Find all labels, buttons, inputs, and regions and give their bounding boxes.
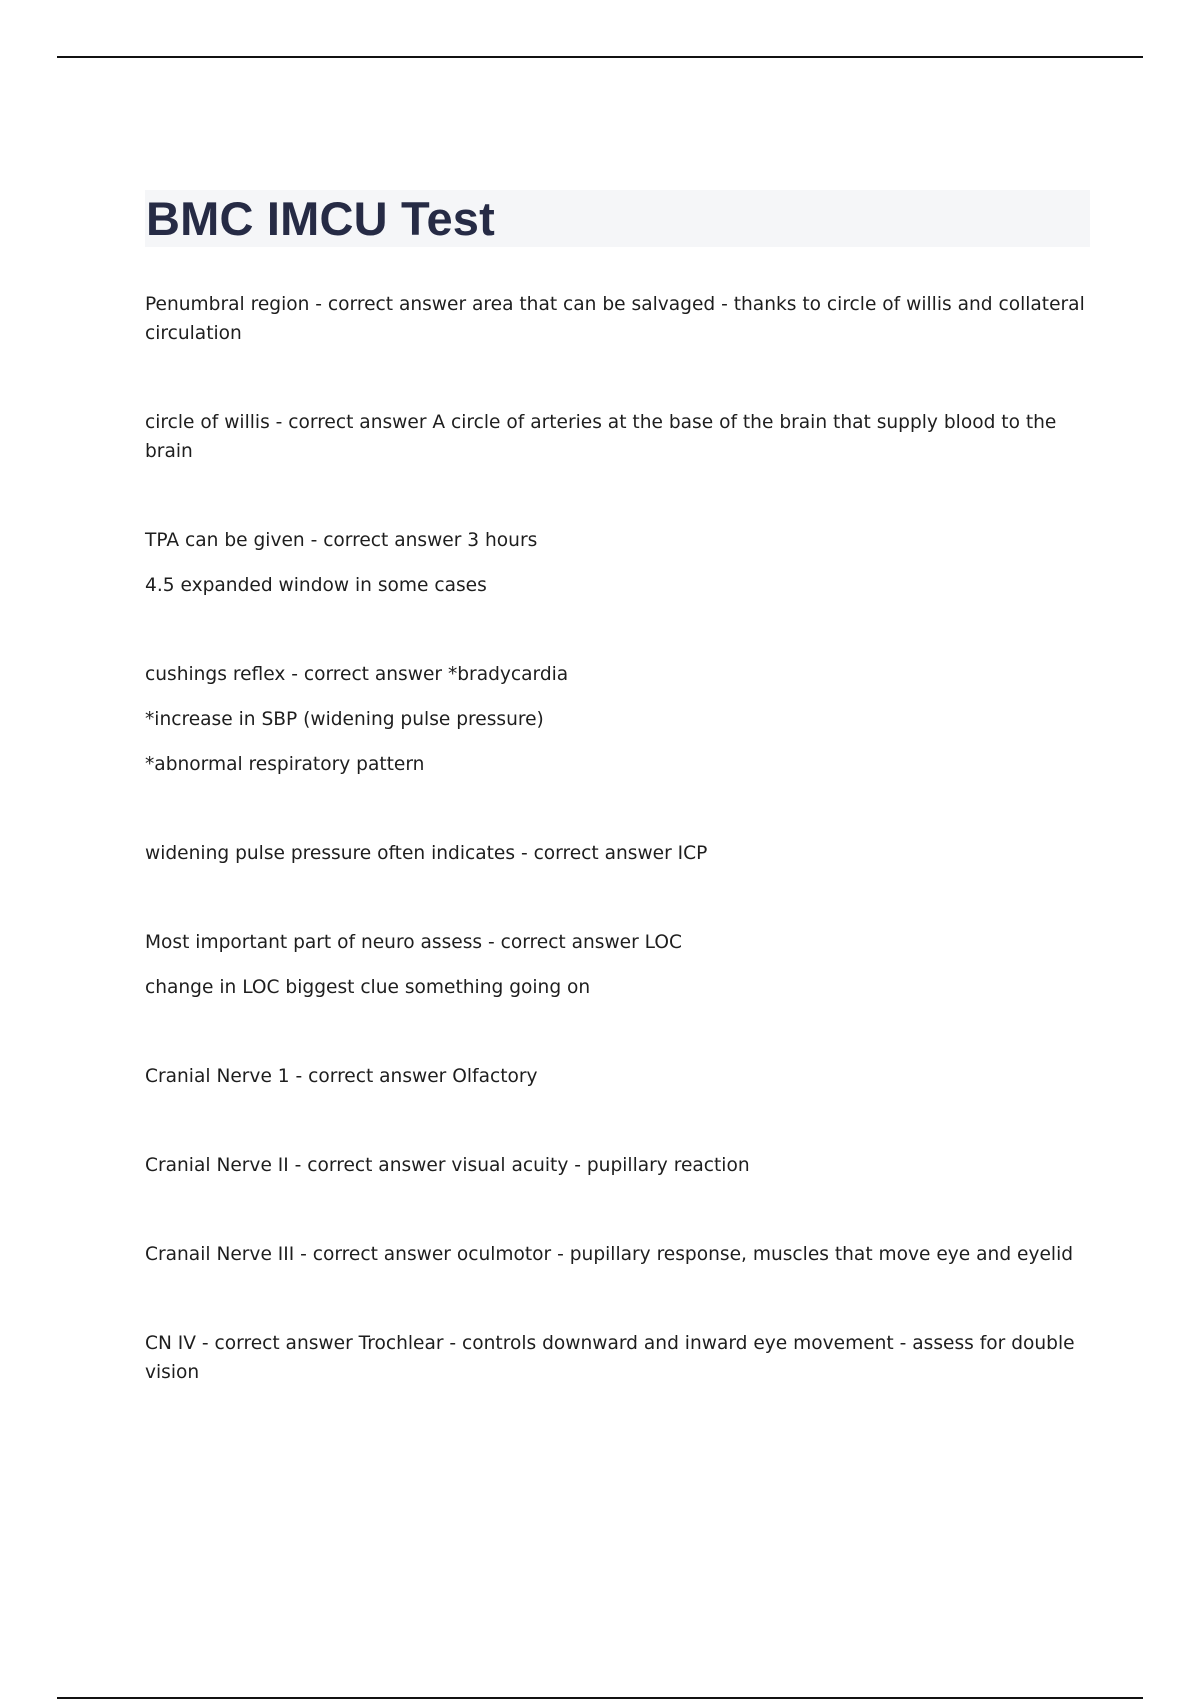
qa-line: TPA can be given - correct answer 3 hours (145, 530, 538, 551)
qa-item (145, 1329, 1085, 1387)
top-rule (57, 56, 1143, 58)
qa-item (145, 1151, 1085, 1180)
qa-item (145, 290, 1085, 348)
qa-item (145, 1062, 1085, 1091)
qa-item (145, 1240, 1085, 1269)
qa-item (145, 660, 1085, 779)
qa-line: cushings reflex - correct answer *bradycardia (145, 664, 569, 685)
qa-line: *abnormal respiratory pattern (145, 754, 425, 775)
document-title: BMC IMCU Test (146, 192, 495, 245)
qa-line: circle of willis - correct answer A circle of arteries at the base of the brain that supply blood to the brain (145, 412, 1057, 462)
qa-item (145, 839, 1085, 868)
qa-item (145, 928, 1085, 1002)
qa-item (145, 526, 1085, 600)
qa-line: Most important part of neuro assess - correct answer LOC (145, 932, 682, 953)
bottom-rule (57, 1697, 1143, 1699)
qa-line: CN IV - correct answer Trochlear - controls downward and inward eye movement - assess for double vision (145, 1333, 1075, 1383)
qa-line: change in LOC biggest clue something going on (145, 977, 591, 998)
qa-item (145, 408, 1085, 466)
qa-line: Penumbral region - correct answer area that can be salvaged - thanks to circle of willis and collateral circulation (145, 294, 1085, 344)
qa-line: 4.5 expanded window in some cases (145, 575, 487, 596)
qa-line: Cranail Nerve III - correct answer oculmotor - pupillary response, muscles that move eye and eyelid (145, 1244, 1074, 1265)
qa-line: Cranial Nerve II - correct answer visual acuity - pupillary reaction (145, 1155, 750, 1176)
qa-line: Cranial Nerve 1 - correct answer Olfactory (145, 1066, 538, 1087)
qa-line: *increase in SBP (widening pulse pressure) (145, 709, 544, 730)
qa-line: widening pulse pressure often indicates - correct answer ICP (145, 843, 708, 864)
qa-list (145, 290, 1085, 1447)
